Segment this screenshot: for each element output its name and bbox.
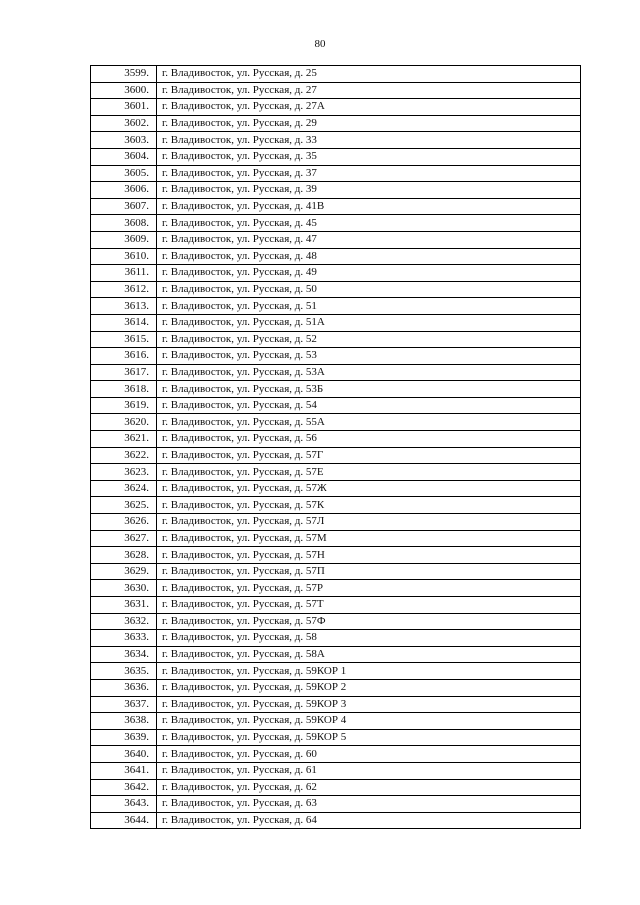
row-number: 3632.	[91, 613, 157, 630]
row-number: 3620.	[91, 414, 157, 431]
row-address: г. Владивосток, ул. Русская, д. 57Р	[157, 580, 581, 597]
row-number: 3602.	[91, 115, 157, 132]
table-row	[91, 613, 581, 630]
table-row	[91, 563, 581, 580]
row-number: 3619.	[91, 397, 157, 414]
row-address: г. Владивосток, ул. Русская, д. 55А	[157, 414, 581, 431]
table-row	[91, 447, 581, 464]
table-row	[91, 812, 581, 829]
row-address: г. Владивосток, ул. Русская, д. 54	[157, 397, 581, 414]
row-number: 3641.	[91, 762, 157, 779]
table-row	[91, 231, 581, 248]
row-address: г. Владивосток, ул. Русская, д. 62	[157, 779, 581, 796]
row-address: г. Владивосток, ул. Русская, д. 64	[157, 812, 581, 829]
table-row	[91, 381, 581, 398]
table-row	[91, 397, 581, 414]
table-row	[91, 696, 581, 713]
row-number: 3611.	[91, 265, 157, 282]
row-address: г. Владивосток, ул. Русская, д. 57П	[157, 563, 581, 580]
row-number: 3606.	[91, 182, 157, 199]
row-address: г. Владивосток, ул. Русская, д. 57Е	[157, 464, 581, 481]
row-number: 3630.	[91, 580, 157, 597]
row-number: 3622.	[91, 447, 157, 464]
table-row	[91, 66, 581, 83]
row-address: г. Владивосток, ул. Русская, д. 29	[157, 115, 581, 132]
row-address: г. Владивосток, ул. Русская, д. 53Б	[157, 381, 581, 398]
row-number: 3607.	[91, 198, 157, 215]
table-row	[91, 464, 581, 481]
row-address: г. Владивосток, ул. Русская, д. 63	[157, 796, 581, 813]
row-number: 3605.	[91, 165, 157, 182]
row-number: 3629.	[91, 563, 157, 580]
row-address: г. Владивосток, ул. Русская, д. 48	[157, 248, 581, 265]
table-row	[91, 148, 581, 165]
row-number: 3642.	[91, 779, 157, 796]
row-address: г. Владивосток, ул. Русская, д. 57Ф	[157, 613, 581, 630]
table-row	[91, 580, 581, 597]
row-number: 3628.	[91, 547, 157, 564]
row-number: 3643.	[91, 796, 157, 813]
row-number: 3604.	[91, 148, 157, 165]
row-number: 3638.	[91, 713, 157, 730]
row-address: г. Владивосток, ул. Русская, д. 59КОР 5	[157, 729, 581, 746]
row-number: 3618.	[91, 381, 157, 398]
table-row	[91, 198, 581, 215]
row-address: г. Владивосток, ул. Русская, д. 35	[157, 148, 581, 165]
row-address: г. Владивосток, ул. Русская, д. 56	[157, 431, 581, 448]
table-row	[91, 779, 581, 796]
row-address: г. Владивосток, ул. Русская, д. 57К	[157, 497, 581, 514]
row-number: 3608.	[91, 215, 157, 232]
table-row	[91, 99, 581, 116]
row-number: 3609.	[91, 231, 157, 248]
table-row	[91, 630, 581, 647]
table-row	[91, 480, 581, 497]
row-number: 3644.	[91, 812, 157, 829]
table-row	[91, 729, 581, 746]
row-address: г. Владивосток, ул. Русская, д. 39	[157, 182, 581, 199]
table-row	[91, 431, 581, 448]
row-number: 3601.	[91, 99, 157, 116]
row-address: г. Владивосток, ул. Русская, д. 37	[157, 165, 581, 182]
page-number: 80	[314, 38, 326, 50]
table-row	[91, 530, 581, 547]
row-number: 3610.	[91, 248, 157, 265]
table-row	[91, 82, 581, 99]
table-row	[91, 115, 581, 132]
row-address: г. Владивосток, ул. Русская, д. 27А	[157, 99, 581, 116]
table-row	[91, 497, 581, 514]
row-number: 3624.	[91, 480, 157, 497]
row-address: г. Владивосток, ул. Русская, д. 57М	[157, 530, 581, 547]
table-row	[91, 663, 581, 680]
row-address: г. Владивосток, ул. Русская, д. 50	[157, 281, 581, 298]
table-row	[91, 265, 581, 282]
table-row	[91, 298, 581, 315]
row-address: г. Владивосток, ул. Русская, д. 45	[157, 215, 581, 232]
table-row	[91, 314, 581, 331]
row-address: г. Владивосток, ул. Русская, д. 47	[157, 231, 581, 248]
row-address: г. Владивосток, ул. Русская, д. 57Т	[157, 597, 581, 614]
row-address: г. Владивосток, ул. Русская, д. 49	[157, 265, 581, 282]
row-number: 3634.	[91, 646, 157, 663]
table-row	[91, 248, 581, 265]
row-number: 3640.	[91, 746, 157, 763]
row-address: г. Владивосток, ул. Русская, д. 51А	[157, 314, 581, 331]
row-number: 3599.	[91, 66, 157, 83]
table-row	[91, 547, 581, 564]
row-number: 3612.	[91, 281, 157, 298]
table-row	[91, 165, 581, 182]
row-number: 3617.	[91, 364, 157, 381]
row-address: г. Владивосток, ул. Русская, д. 57Л	[157, 514, 581, 531]
row-number: 3600.	[91, 82, 157, 99]
row-address: г. Владивосток, ул. Русская, д. 58А	[157, 646, 581, 663]
row-address: г. Владивосток, ул. Русская, д. 41В	[157, 198, 581, 215]
table-row	[91, 348, 581, 365]
row-number: 3636.	[91, 679, 157, 696]
table-row	[91, 746, 581, 763]
row-number: 3635.	[91, 663, 157, 680]
row-number: 3625.	[91, 497, 157, 514]
row-address: г. Владивосток, ул. Русская, д. 27	[157, 82, 581, 99]
table-row	[91, 281, 581, 298]
row-address: г. Владивосток, ул. Русская, д. 60	[157, 746, 581, 763]
row-number: 3639.	[91, 729, 157, 746]
row-address: г. Владивосток, ул. Русская, д. 57Ж	[157, 480, 581, 497]
table-row	[91, 796, 581, 813]
table-row	[91, 331, 581, 348]
row-address: г. Владивосток, ул. Русская, д. 57Н	[157, 547, 581, 564]
table-row	[91, 679, 581, 696]
row-address: г. Владивосток, ул. Русская, д. 25	[157, 66, 581, 83]
table-row	[91, 646, 581, 663]
row-number: 3623.	[91, 464, 157, 481]
table-row	[91, 364, 581, 381]
row-address: г. Владивосток, ул. Русская, д. 59КОР 2	[157, 679, 581, 696]
table-row	[91, 762, 581, 779]
table-row	[91, 713, 581, 730]
row-address: г. Владивосток, ул. Русская, д. 51	[157, 298, 581, 315]
address-table	[90, 65, 581, 829]
row-address: г. Владивосток, ул. Русская, д. 59КОР 3	[157, 696, 581, 713]
row-number: 3603.	[91, 132, 157, 149]
row-number: 3616.	[91, 348, 157, 365]
row-number: 3633.	[91, 630, 157, 647]
row-address: г. Владивосток, ул. Русская, д. 59КОР 4	[157, 713, 581, 730]
row-number: 3637.	[91, 696, 157, 713]
table-row	[91, 182, 581, 199]
row-address: г. Владивосток, ул. Русская, д. 57Г	[157, 447, 581, 464]
row-number: 3627.	[91, 530, 157, 547]
row-address: г. Владивосток, ул. Русская, д. 58	[157, 630, 581, 647]
row-address: г. Владивосток, ул. Русская, д. 53	[157, 348, 581, 365]
table-row	[91, 414, 581, 431]
table-row	[91, 132, 581, 149]
row-number: 3613.	[91, 298, 157, 315]
row-address: г. Владивосток, ул. Русская, д. 61	[157, 762, 581, 779]
row-number: 3626.	[91, 514, 157, 531]
table-body	[91, 66, 581, 829]
row-number: 3614.	[91, 314, 157, 331]
row-address: г. Владивосток, ул. Русская, д. 53А	[157, 364, 581, 381]
row-number: 3621.	[91, 431, 157, 448]
row-number: 3631.	[91, 597, 157, 614]
table-row	[91, 215, 581, 232]
row-number: 3615.	[91, 331, 157, 348]
table-row	[91, 597, 581, 614]
row-address: г. Владивосток, ул. Русская, д. 59КОР 1	[157, 663, 581, 680]
table-row	[91, 514, 581, 531]
row-address: г. Владивосток, ул. Русская, д. 33	[157, 132, 581, 149]
row-address: г. Владивосток, ул. Русская, д. 52	[157, 331, 581, 348]
